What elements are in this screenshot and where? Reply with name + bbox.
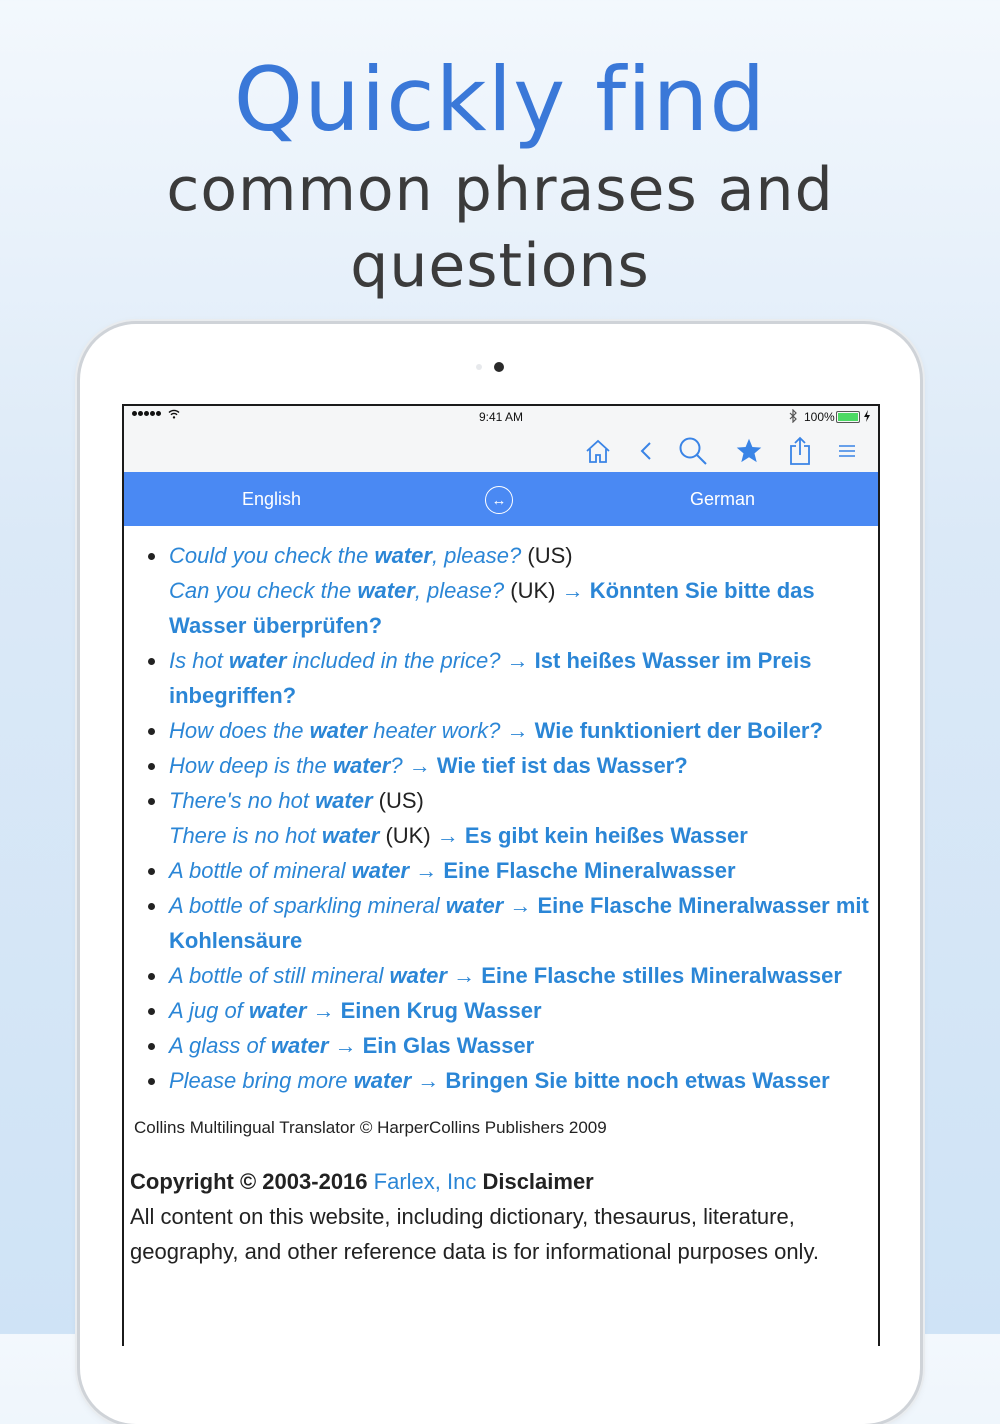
phrase-source: Can you check the water, please? — [169, 578, 505, 603]
phrase-translation: Wie funktioniert der Boiler? — [534, 718, 823, 743]
region-note: (UK) — [504, 578, 556, 603]
phrase-translation: Einen Krug Wasser — [340, 998, 542, 1023]
battery-icon — [836, 411, 860, 423]
list-item — [169, 538, 878, 643]
arrow: → — [446, 963, 482, 988]
source-credit: Collins Multilingual Translator © HarperCollins Publishers 2009 — [134, 1118, 607, 1137]
phrase-translation: Ist heißes Wasser im Preis inbegriffen? — [169, 648, 812, 708]
promo-title: Quickly find — [233, 48, 767, 151]
phrase-source: A bottle of still mineral water — [169, 963, 447, 988]
menu-button[interactable] — [830, 434, 864, 468]
phrase-translation: Bringen Sie bitte noch etwas Wasser — [445, 1068, 830, 1093]
phrase-translation: Eine Flasche Mineralwasser mit Kohlensäure — [169, 893, 869, 953]
list-item — [169, 1063, 878, 1098]
source-language-button[interactable]: English — [242, 489, 302, 509]
arrow: → — [500, 718, 535, 743]
farlex-link[interactable]: Farlex, Inc — [373, 1169, 477, 1194]
arrow: → — [409, 858, 444, 883]
phrase-source: Is hot water included in the price? — [169, 648, 501, 673]
region-note: (UK) — [379, 823, 431, 848]
swap-languages-button[interactable] — [485, 486, 513, 514]
promo-subtitle-line1: common phrases and — [166, 155, 834, 225]
back-icon — [638, 440, 654, 462]
phrase-source: How does the water heater work? — [169, 718, 501, 743]
disclaimer-link[interactable]: Disclaimer — [476, 1169, 594, 1194]
home-button[interactable] — [581, 434, 615, 468]
phrase-translation: Wie tief ist das Wasser? — [436, 753, 688, 778]
phrase-translation: Ein Glas Wasser — [362, 1033, 535, 1058]
arrow: → — [411, 1068, 446, 1093]
promo-subtitle — [0, 152, 1000, 304]
list-item — [169, 643, 878, 713]
region-note: (US) — [521, 543, 573, 568]
phrase-source: A glass of water — [169, 1033, 329, 1058]
status-time: 9:41 AM — [478, 410, 524, 424]
menu-icon — [837, 442, 857, 460]
promo-subtitle-line2: questions — [350, 231, 650, 301]
copyright-text: Copyright © 2003-2016 — [130, 1169, 374, 1194]
phrase-source: There's no hot water — [169, 788, 373, 813]
front-camera — [494, 362, 504, 372]
phrase-list — [124, 526, 878, 1098]
region-note: (US) — [372, 788, 424, 813]
list-item — [169, 853, 878, 888]
list-item — [169, 748, 878, 783]
language-bar — [124, 472, 878, 526]
home-icon — [584, 438, 612, 464]
target-language-button[interactable]: German — [690, 489, 756, 509]
phrase-source: A bottle of sparkling mineral water — [169, 893, 504, 918]
favorites-button[interactable] — [732, 434, 766, 468]
list-item — [169, 958, 878, 993]
list-item — [169, 783, 878, 853]
search-icon — [678, 436, 708, 466]
phrase-source: A jug of water — [169, 998, 307, 1023]
phrase-translation: Eine Flasche Mineralwasser — [443, 858, 736, 883]
battery-percent: 100% — [804, 410, 835, 424]
phrase-source: Please bring more water — [169, 1068, 412, 1093]
app-screen — [122, 404, 880, 1346]
phrase-source: How deep is the water? — [169, 753, 403, 778]
list-item — [169, 888, 878, 958]
star-icon — [735, 437, 763, 465]
arrow: → — [328, 1033, 363, 1058]
phrase-translation: Könnten Sie bitte das Wasser überprüfen? — [169, 578, 815, 638]
back-button[interactable] — [629, 434, 663, 468]
phrase-translation: Es gibt kein heißes Wasser — [464, 823, 748, 848]
share-icon — [788, 436, 812, 466]
phrase-source: Could you check the water, please? — [169, 543, 522, 568]
list-item — [169, 993, 878, 1028]
arrow: → — [555, 578, 590, 603]
list-item — [169, 1028, 878, 1063]
swap-icon: ↔ — [491, 491, 507, 509]
arrow: → — [430, 823, 465, 848]
charging-icon — [863, 409, 871, 423]
arrow: → — [503, 893, 538, 918]
light-sensor — [476, 364, 482, 370]
phrase-source: There is no hot water — [169, 823, 380, 848]
phrase-source: A bottle of mineral water — [169, 858, 410, 883]
status-bar — [124, 406, 878, 428]
entry-content — [124, 526, 878, 1269]
bluetooth-icon — [788, 409, 798, 423]
toolbar — [124, 428, 878, 473]
arrow: → — [306, 998, 341, 1023]
footer-body: All content on this website, including dictionary, thesaurus, literature, geography, and other reference data is for informational purposes only. — [130, 1204, 819, 1264]
search-button[interactable] — [676, 434, 710, 468]
share-button[interactable] — [783, 434, 817, 468]
phrase-translation: Eine Flasche stilles Mineralwasser — [481, 963, 842, 988]
arrow: → — [500, 648, 535, 673]
copyright-footer — [130, 1164, 878, 1269]
list-item — [169, 713, 878, 748]
arrow: → — [402, 753, 437, 778]
